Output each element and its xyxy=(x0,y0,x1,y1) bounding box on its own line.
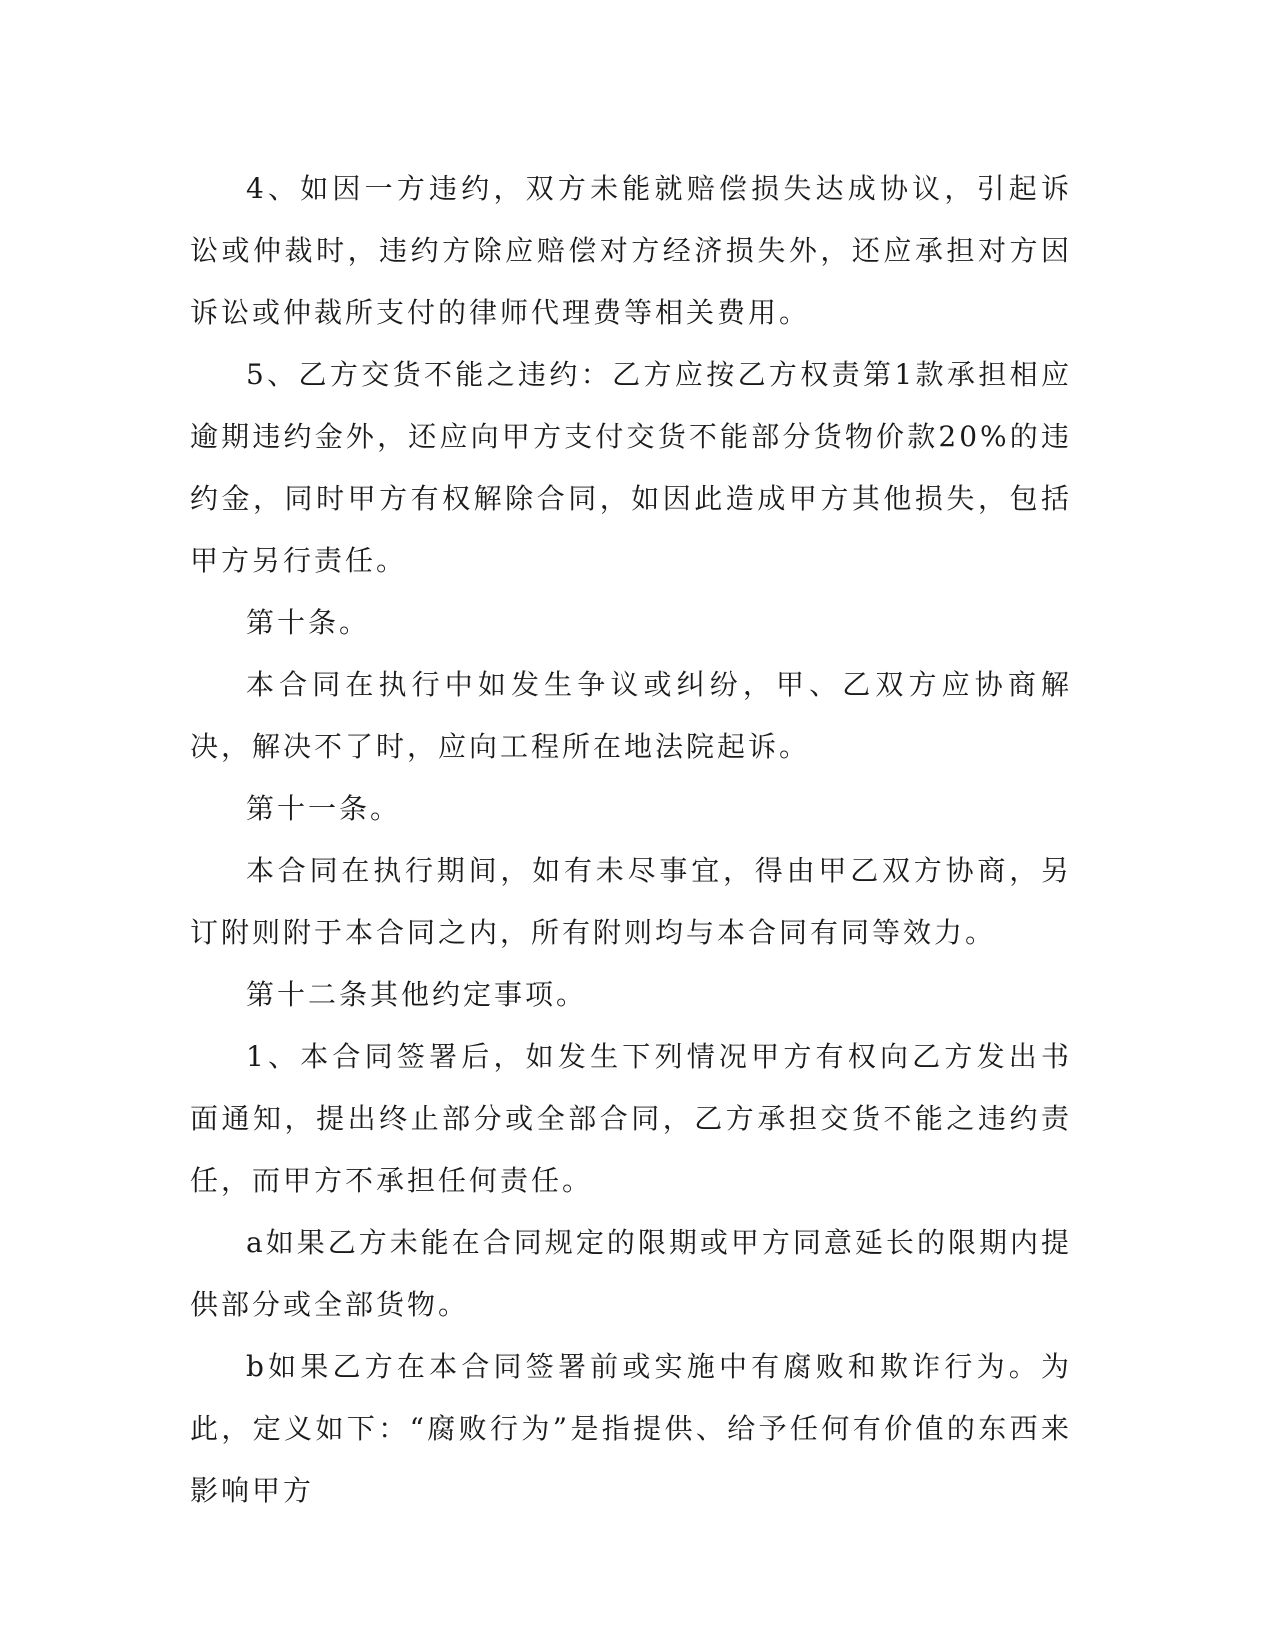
document-body xyxy=(190,158,1072,1522)
heading-article-11: 第十一条。 xyxy=(246,792,402,825)
paragraph-clause-4: 4、如因一方违约，双方未能就赔偿损失达成协议，引起诉讼或仲裁时，违约方除应赔偿对方经济损失外，还应承担对方因诉讼或仲裁所支付的律师代理费等相关费用。 xyxy=(190,172,1072,329)
paragraph-item-a: a如果乙方未能在合同规定的限期或甲方同意延长的限期内提供部分或全部货物。 xyxy=(190,1226,1072,1321)
paragraph-article-12-item-1: 1、本合同签署后，如发生下列情况甲方有权向乙方发出书面通知，提出终止部分或全部合同，乙方承担交货不能之违约责任，而甲方不承担任何责任。 xyxy=(190,1040,1072,1197)
heading-article-10: 第十条。 xyxy=(246,606,371,639)
paragraph-article-11-body: 本合同在执行期间，如有未尽事宜，得由甲乙双方协商，另订附则附于本合同之内，所有附则均与本合同有同等效力。 xyxy=(190,854,1072,949)
heading-article-12: 第十二条其他约定事项。 xyxy=(246,978,588,1011)
paragraph-item-b: b如果乙方在本合同签署前或实施中有腐败和欺诈行为。为此，定义如下：“腐败行为”是指提供、给予任何有价值的东西来影响甲方 xyxy=(190,1350,1072,1507)
paragraph-article-10-body: 本合同在执行中如发生争议或纠纷，甲、乙双方应协商解决，解决不了时，应向工程所在地法院起诉。 xyxy=(190,668,1072,763)
paragraph-clause-5: 5、乙方交货不能之违约：乙方应按乙方权责第1款承担相应逾期违约金外，还应向甲方支付交货不能部分货物价款20%的违约金，同时甲方有权解除合同，如因此造成甲方其他损失，包括甲方另行责任。 xyxy=(190,358,1072,577)
